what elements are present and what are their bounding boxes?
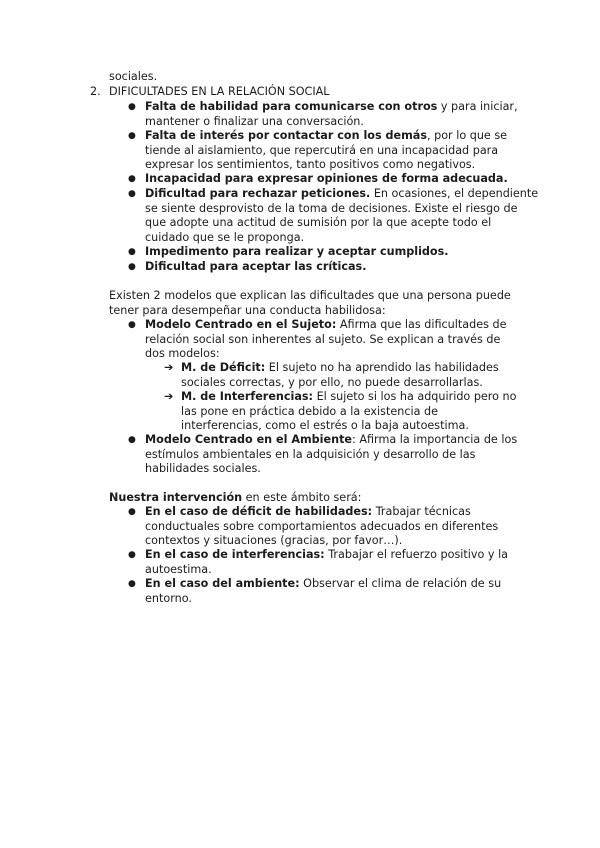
section-title-wrap: [109, 85, 330, 100]
bullet-icon: ●: [128, 247, 136, 257]
bullet-icon: ●: [128, 579, 136, 589]
arrow-right-icon: ➔: [164, 361, 174, 374]
arrow-right-icon: ➔: [164, 390, 174, 403]
section-heading: [90, 85, 101, 100]
bullet-icon: ●: [128, 102, 136, 112]
intro-text: [109, 70, 157, 85]
bullet-icon: ●: [128, 550, 136, 560]
bullet-icon: ●: [128, 131, 136, 141]
bullet-icon: ●: [128, 320, 136, 330]
models-intro: Existen 2 modelos que explican las dificultades que una persona puede tener para desempeñar una conducta habilidosa:: [109, 289, 511, 317]
document-page: sociales. 2. DIFICULTADES EN LA RELACIÓN SOCIAL ● Falta de habilidad para comunicarse con otros y para iniciar, mantener o finalizar una conversación. ● Falta de interés por contactar con los demás, por lo que se tiende al aislamiento, que repercutirá en una incapacidad para expresar los sentimientos, tanto positivos como negativos. ● Incapacidad para expresar opiniones de forma adecuada. ● Dificultad para rechazar peticiones. En ocasiones, el dependiente se siente desprovisto de la toma de decisiones. Existe el riesgo de que adopte una actitud de sumisión por la que acepte todo el cuidado que se le proponga. ● Impedimento para realizar y aceptar cumplidos. ● Dificultad para aceptar las críticas. Existen 2 modelos que explican las dificultades que una persona puede tener para desempeñar una conducta habilidosa: ● Modelo Centrado en el Sujeto: Afirma que las dificultades de relación social son inherentes al sujeto. Se explican a través de dos modelos: ➔ M. de Déficit: El sujeto no ha aprendido las habilidades sociales correctas, y por ello, no puede desarrollarlas. ➔ M. de Interferencias: El sujeto si los ha adquirido pero no las pone en práctica debido a la existencia de interferencias, como el estrés o la baja autoestima. ● Modelo Centrado en el Ambiente: Afirma la importancia de los estímulos ambientales en la adquisición y desarrollo de las habilidades sociales. Nuestra intervención en este ámbito será: ● En el caso de déficit de habilidades: Trabajar técnicas conductuales sobre comportamientos adecuados en diferentes contextos y situaciones (gracias, por favor…). ● En el caso de interferencias: Trabajar el refuerzo positivo y la autoestima. ● En el caso del ambiente: Observar el clima de relación de su entorno.: [90, 70, 539, 605]
bullet-icon: ●: [128, 507, 136, 517]
section-number: 2.: [90, 85, 101, 98]
bullet-icon: ●: [128, 262, 136, 272]
bullet-icon: ●: [128, 174, 136, 184]
bullet-icon: ●: [128, 189, 136, 199]
bullet-icon: ●: [128, 435, 136, 445]
intro-line: sociales.: [109, 70, 158, 83]
intervention-heading: Nuestra intervención en este ámbito será:: [109, 491, 362, 504]
section-title: DIFICULTADES EN LA RELACIÓN SOCIAL: [109, 85, 330, 98]
